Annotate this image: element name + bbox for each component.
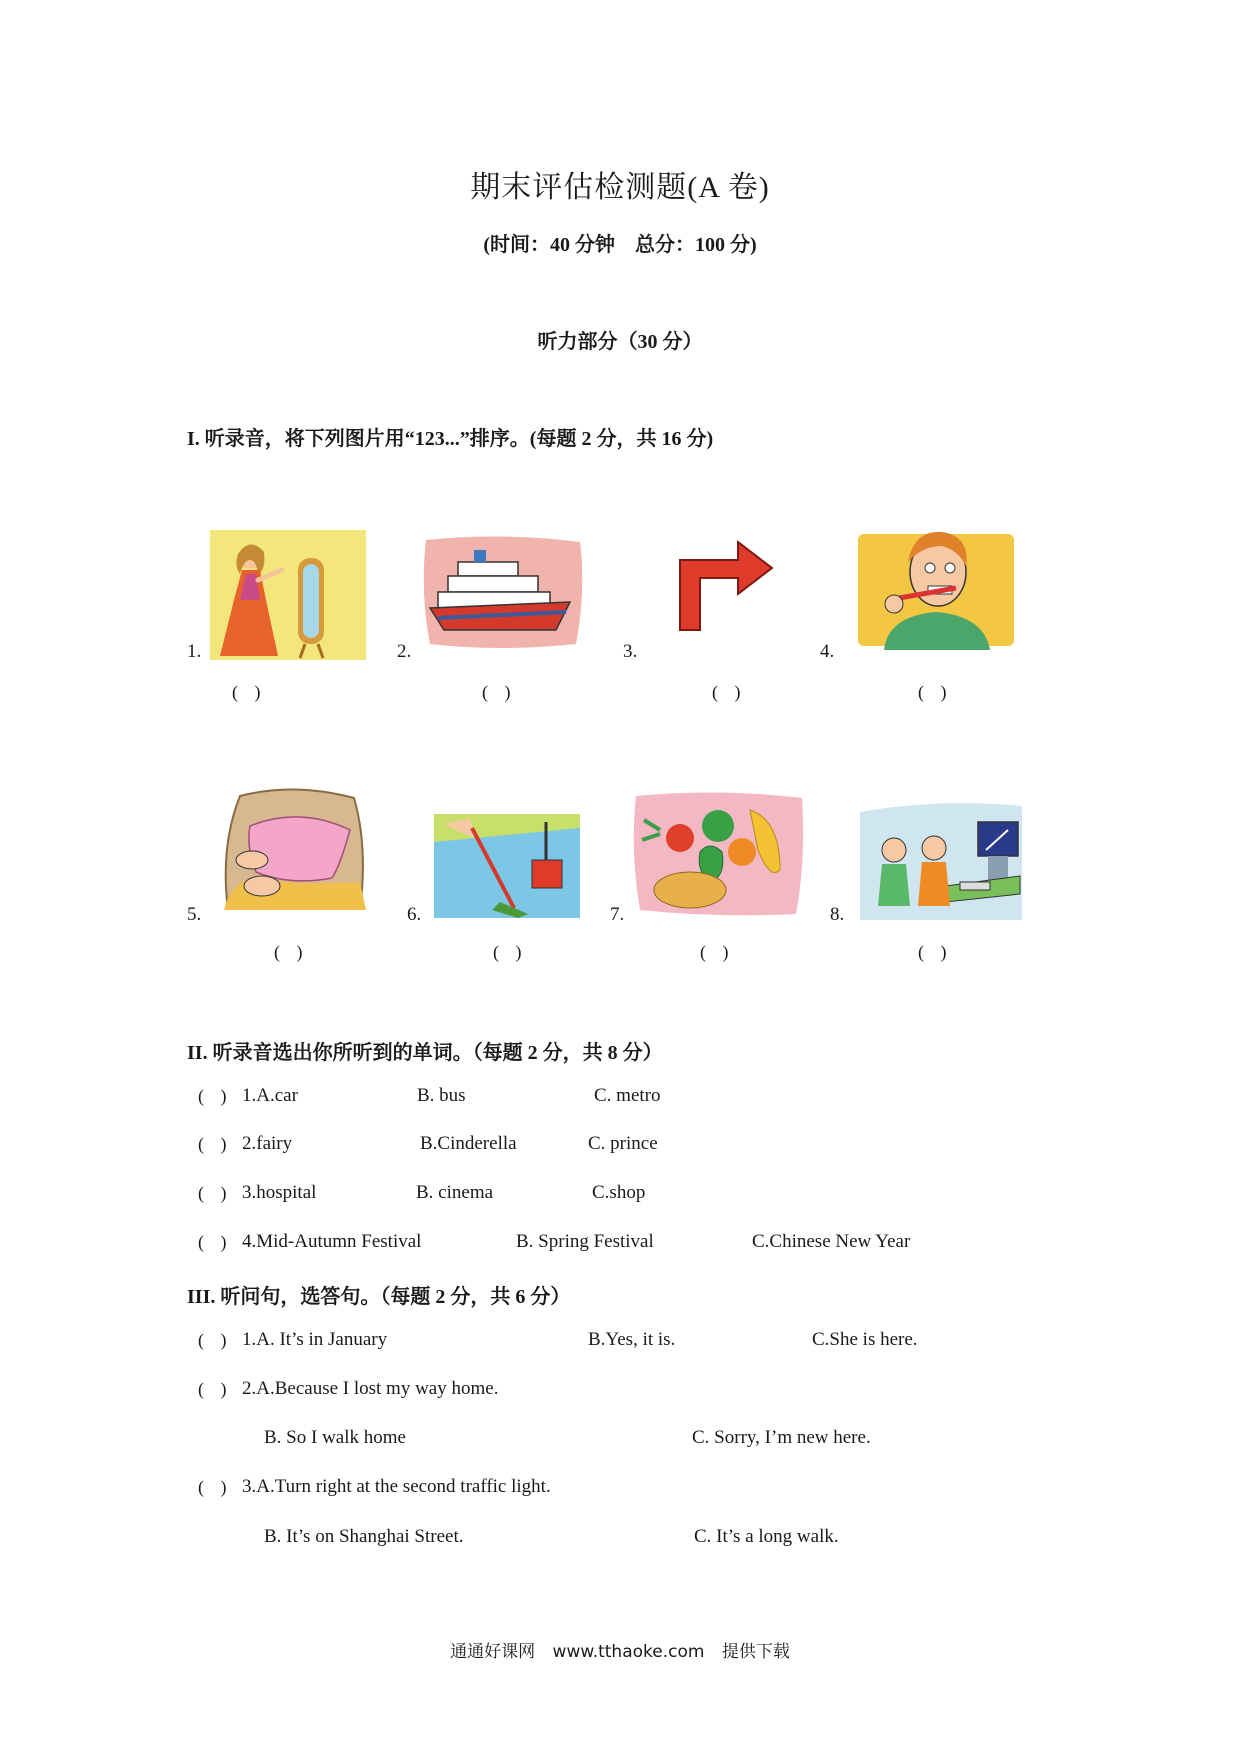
picture-number: 7. xyxy=(610,904,625,925)
footer xyxy=(0,1637,1240,1662)
option-b: B.Cinderella xyxy=(420,1133,517,1154)
section2-heading: II. 听录音选出你所听到的单词。（每题 2 分，共 8 分） xyxy=(187,1042,663,1064)
option-b: B. Spring Festival xyxy=(516,1231,654,1252)
kids-computer-icon xyxy=(860,802,1022,920)
picture-6 xyxy=(434,814,580,918)
option-a: 1.A.car xyxy=(242,1085,298,1106)
picture-number: 1. xyxy=(187,641,202,662)
picture-number: 4. xyxy=(820,641,835,662)
footer-site-name: 通通好课网 xyxy=(450,1642,536,1662)
option-c: C. prince xyxy=(588,1133,658,1154)
option-a: 3.hospital xyxy=(242,1182,317,1203)
option-c: C. It’s a long walk. xyxy=(694,1526,839,1547)
picture-7 xyxy=(630,790,806,918)
picture-number: 2. xyxy=(397,641,412,662)
ship-icon xyxy=(420,532,586,652)
answer-blank[interactable]: ( ) xyxy=(232,682,267,702)
answer-blank[interactable]: ( ) xyxy=(712,682,747,702)
footer-suffix: 提供下载 xyxy=(721,1642,790,1662)
answer-blank[interactable]: ( ) xyxy=(918,682,953,702)
option-b: B. bus xyxy=(417,1085,466,1106)
option-c: C.She is here. xyxy=(812,1329,918,1350)
option-a: 1.A. It’s in January xyxy=(242,1329,388,1350)
option-c: C. Sorry, I’m new here. xyxy=(692,1427,871,1448)
picture-5 xyxy=(220,786,368,910)
pillow-bed-icon xyxy=(220,786,368,910)
picture-3 xyxy=(676,538,776,632)
answer-blank[interactable]: ( ) xyxy=(198,1134,233,1154)
answer-blank[interactable]: ( ) xyxy=(198,1330,233,1350)
answer-blank[interactable]: ( ) xyxy=(700,942,735,962)
option-b: B. cinema xyxy=(416,1182,494,1203)
answer-blank[interactable]: ( ) xyxy=(274,942,309,962)
answer-blank[interactable]: ( ) xyxy=(198,1086,233,1106)
option-a: 2.fairy xyxy=(242,1133,293,1154)
picture-number: 8. xyxy=(830,904,845,925)
turn-right-arrow-icon xyxy=(676,538,776,632)
option-b: B.Yes, it is. xyxy=(588,1329,676,1350)
answer-blank[interactable]: ( ) xyxy=(198,1379,233,1399)
answer-blank[interactable]: ( ) xyxy=(918,942,953,962)
vegetables-icon xyxy=(630,790,806,918)
picture-number: 5. xyxy=(187,904,202,925)
option-a: 4.Mid-Autumn Festival xyxy=(242,1231,422,1252)
sweeping-floor-icon xyxy=(434,814,580,918)
picture-8 xyxy=(860,802,1022,920)
picture-number: 6. xyxy=(407,904,422,925)
answer-blank[interactable]: ( ) xyxy=(198,1232,233,1252)
answer-blank[interactable]: ( ) xyxy=(198,1477,233,1497)
listening-part-heading: 听力部分（30 分） xyxy=(537,331,703,353)
option-c: C.Chinese New Year xyxy=(752,1231,911,1252)
page-title: 期末评估检测题(A 卷) xyxy=(470,171,770,204)
option-a: 2.A.Because I lost my way home. xyxy=(242,1378,499,1399)
boy-brushing-teeth-icon xyxy=(858,522,1014,650)
option-a: 3.A.Turn right at the second traffic light. xyxy=(242,1476,551,1497)
section1-heading: I. 听录音，将下列图片用“123...”排序。(每题 2 分，共 16 分) xyxy=(187,428,714,450)
picture-number: 3. xyxy=(623,641,638,662)
exam-info: (时间：40 分钟 总分：100 分) xyxy=(483,234,757,256)
answer-blank[interactable]: ( ) xyxy=(482,682,517,702)
picture-4 xyxy=(858,522,1014,650)
footer-url[interactable]: www.tthaoke.com xyxy=(552,1642,705,1662)
option-c: C. metro xyxy=(594,1085,661,1106)
option-c: C.shop xyxy=(592,1182,646,1203)
section3-heading: III. 听问句，选答句。（每题 2 分，共 6 分） xyxy=(187,1286,571,1308)
picture-1 xyxy=(210,530,366,660)
princess-mirror-icon xyxy=(210,530,366,660)
picture-2 xyxy=(420,532,586,652)
answer-blank[interactable]: ( ) xyxy=(493,942,528,962)
option-b: B. So I walk home xyxy=(264,1427,406,1448)
answer-blank[interactable]: ( ) xyxy=(198,1183,233,1203)
option-b: B. It’s on Shanghai Street. xyxy=(264,1526,464,1547)
